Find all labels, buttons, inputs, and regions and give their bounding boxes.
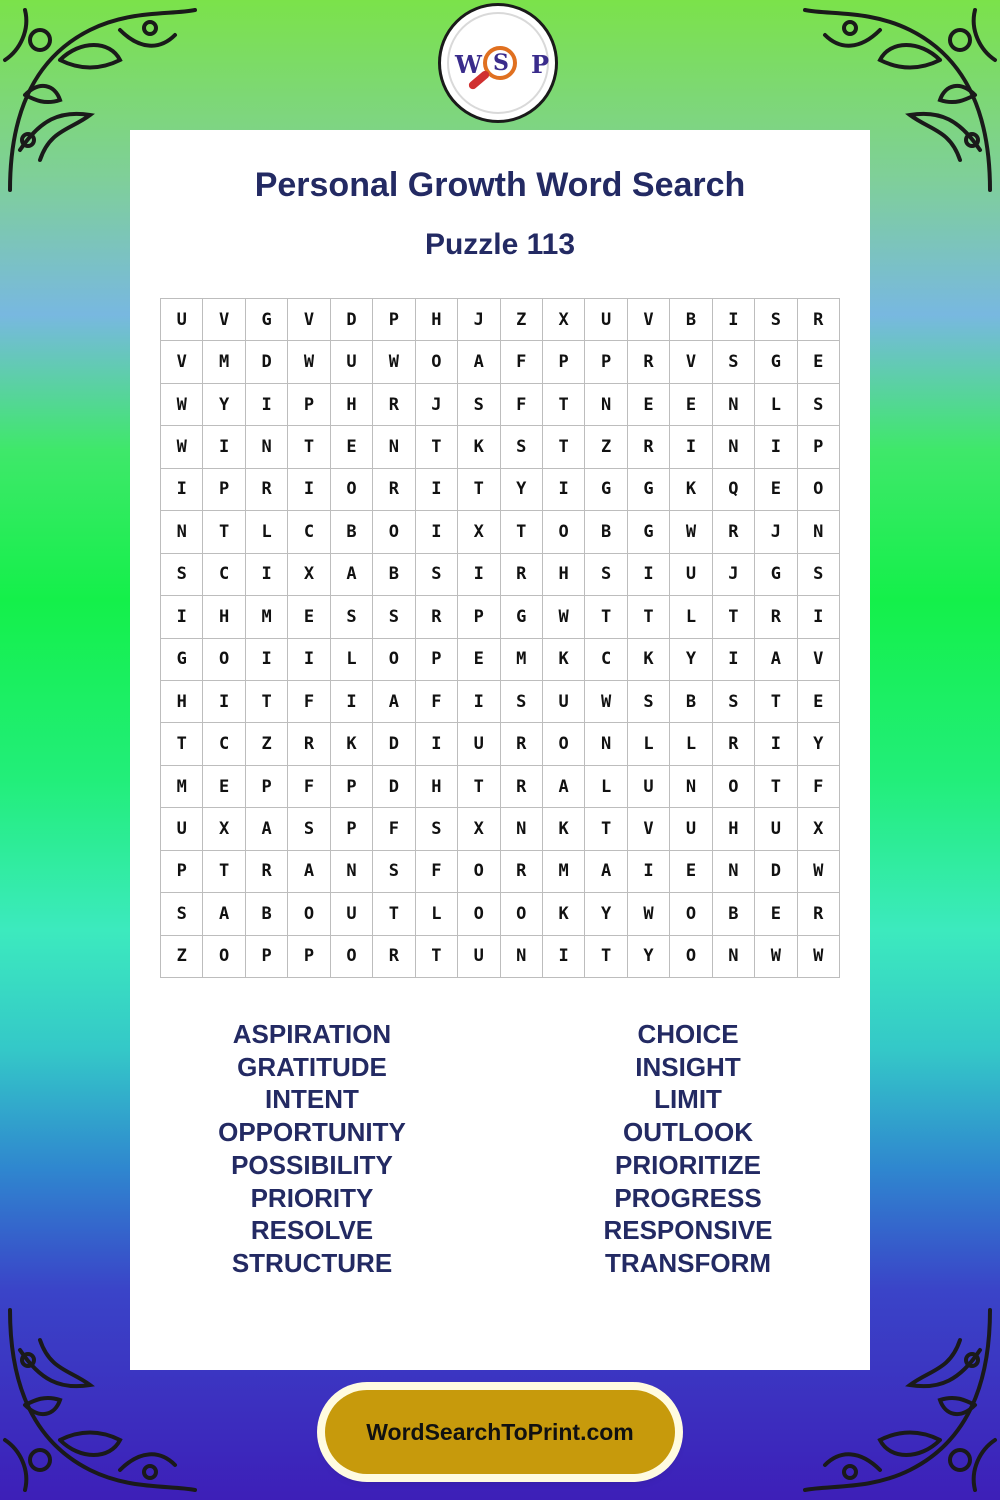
grid-cell[interactable]: N	[331, 851, 373, 893]
grid-cell[interactable]: S	[373, 851, 415, 893]
grid-cell[interactable]: D	[246, 341, 288, 383]
logo-letter-w: W	[455, 50, 482, 79]
grid-cell[interactable]: R	[713, 723, 755, 765]
word-list-item: TRANSFORM	[604, 1247, 772, 1278]
grid-cell[interactable]: P	[288, 384, 330, 426]
grid-cell[interactable]: T	[585, 936, 627, 978]
grid-cell[interactable]: F	[416, 681, 458, 723]
grid-cell[interactable]: S	[416, 554, 458, 596]
website-link-button[interactable]	[325, 1390, 675, 1474]
grid-cell[interactable]: D	[373, 723, 415, 765]
grid-cell[interactable]: F	[373, 808, 415, 850]
grid-cell[interactable]: J	[755, 511, 797, 553]
grid-cell[interactable]: U	[161, 299, 203, 341]
grid-cell[interactable]: N	[501, 808, 543, 850]
grid-cell[interactable]: E	[288, 596, 330, 638]
word-list-right	[538, 1018, 838, 1280]
grid-cell[interactable]: A	[543, 766, 585, 808]
grid-cell[interactable]: K	[543, 893, 585, 935]
grid-cell[interactable]: O	[416, 341, 458, 383]
grid-cell[interactable]: T	[246, 681, 288, 723]
grid-cell[interactable]: G	[628, 469, 670, 511]
grid-cell[interactable]: W	[755, 936, 797, 978]
grid-cell[interactable]: O	[331, 936, 373, 978]
grid-cell[interactable]: S	[373, 596, 415, 638]
word-list-item: PROGRESS	[614, 1182, 762, 1213]
grid-cell[interactable]: S	[755, 299, 797, 341]
grid-cell[interactable]: I	[288, 469, 330, 511]
grid-cell[interactable]: R	[246, 469, 288, 511]
grid-cell[interactable]: M	[161, 766, 203, 808]
grid-cell[interactable]: S	[161, 554, 203, 596]
word-list-item: PRIORITY	[250, 1182, 374, 1213]
word-list-left	[162, 1018, 462, 1280]
grid-cell[interactable]: R	[373, 936, 415, 978]
grid-cell[interactable]: A	[246, 808, 288, 850]
grid-cell[interactable]: L	[755, 384, 797, 426]
grid-cell[interactable]: K	[670, 469, 712, 511]
grid-cell[interactable]: U	[670, 808, 712, 850]
grid-cell[interactable]: K	[628, 639, 670, 681]
grid-cell[interactable]: L	[628, 723, 670, 765]
grid-cell[interactable]: H	[331, 384, 373, 426]
puzzle-number: Puzzle 113	[424, 228, 576, 261]
grid-cell[interactable]: B	[331, 511, 373, 553]
grid-cell[interactable]: P	[798, 426, 840, 468]
grid-cell[interactable]: P	[331, 808, 373, 850]
grid-cell[interactable]: O	[458, 893, 500, 935]
grid-cell[interactable]: B	[670, 681, 712, 723]
grid-cell[interactable]: F	[501, 341, 543, 383]
grid-cell[interactable]: X	[458, 808, 500, 850]
grid-cell[interactable]: I	[416, 469, 458, 511]
grid-cell[interactable]: V	[288, 299, 330, 341]
grid-cell[interactable]: F	[416, 851, 458, 893]
grid-cell[interactable]: R	[373, 384, 415, 426]
word-list-item: LIMIT	[654, 1084, 722, 1115]
grid-cell[interactable]: A	[373, 681, 415, 723]
grid-cell[interactable]: X	[458, 511, 500, 553]
grid-cell[interactable]: T	[161, 723, 203, 765]
grid-cell[interactable]: T	[203, 851, 245, 893]
grid-cell[interactable]: F	[798, 766, 840, 808]
grid-cell[interactable]: O	[288, 893, 330, 935]
grid-cell[interactable]: W	[161, 426, 203, 468]
word-list-item: CHOICE	[637, 1019, 739, 1049]
grid-cell[interactable]: W	[161, 384, 203, 426]
logo-letter-p: P	[531, 50, 550, 79]
grid-cell[interactable]: I	[246, 384, 288, 426]
grid-cell[interactable]: L	[670, 596, 712, 638]
grid-cell[interactable]: I	[246, 554, 288, 596]
grid-cell[interactable]: N	[373, 426, 415, 468]
grid-cell[interactable]: T	[416, 936, 458, 978]
grid-cell[interactable]: U	[543, 681, 585, 723]
grid-cell[interactable]: P	[458, 596, 500, 638]
grid-cell[interactable]: P	[161, 851, 203, 893]
grid-cell[interactable]: O	[203, 639, 245, 681]
grid-cell[interactable]: B	[713, 893, 755, 935]
grid-cell[interactable]: P	[373, 299, 415, 341]
grid-cell[interactable]: P	[416, 639, 458, 681]
grid-cell[interactable]: E	[670, 851, 712, 893]
grid-cell[interactable]: R	[501, 851, 543, 893]
grid-cell[interactable]: A	[458, 341, 500, 383]
grid-cell[interactable]: G	[628, 511, 670, 553]
grid-cell[interactable]: U	[458, 936, 500, 978]
grid-cell[interactable]: U	[755, 808, 797, 850]
grid-cell[interactable]: H	[543, 554, 585, 596]
grid-cell[interactable]: L	[416, 893, 458, 935]
grid-cell[interactable]: O	[670, 893, 712, 935]
grid-cell[interactable]: T	[585, 596, 627, 638]
grid-cell[interactable]: X	[798, 808, 840, 850]
grid-cell[interactable]: I	[458, 554, 500, 596]
grid-cell[interactable]: R	[628, 341, 670, 383]
grid-cell[interactable]: H	[416, 766, 458, 808]
grid-cell[interactable]: U	[331, 893, 373, 935]
grid-cell[interactable]: S	[501, 681, 543, 723]
grid-cell[interactable]: E	[628, 384, 670, 426]
grid-cell[interactable]: I	[416, 723, 458, 765]
grid-cell[interactable]: T	[203, 511, 245, 553]
grid-cell[interactable]: U	[331, 341, 373, 383]
grid-cell[interactable]: M	[543, 851, 585, 893]
grid-cell[interactable]: O	[670, 936, 712, 978]
grid-cell[interactable]: B	[585, 511, 627, 553]
word-list-item: RESOLVE	[250, 1215, 374, 1246]
grid-cell[interactable]: V	[628, 299, 670, 341]
grid-cell[interactable]: T	[755, 766, 797, 808]
website-link-label: WordSearchToPrint.com	[366, 1418, 634, 1445]
grid-cell[interactable]: R	[501, 723, 543, 765]
grid-cell[interactable]: P	[331, 766, 373, 808]
grid-cell[interactable]: I	[670, 426, 712, 468]
grid-cell[interactable]: T	[713, 596, 755, 638]
grid-cell[interactable]: U	[458, 723, 500, 765]
grid-cell[interactable]: U	[670, 554, 712, 596]
grid-cell[interactable]: W	[288, 341, 330, 383]
grid-cell[interactable]: G	[755, 554, 797, 596]
grid-cell[interactable]: C	[203, 554, 245, 596]
grid-cell[interactable]: T	[543, 384, 585, 426]
grid-cell[interactable]: N	[585, 384, 627, 426]
grid-cell[interactable]: Y	[585, 893, 627, 935]
grid-cell[interactable]: Y	[203, 384, 245, 426]
grid-cell[interactable]: I	[543, 936, 585, 978]
grid-cell[interactable]: E	[458, 639, 500, 681]
grid-cell[interactable]: I	[713, 639, 755, 681]
grid-cell[interactable]: I	[628, 554, 670, 596]
grid-cell[interactable]: R	[373, 469, 415, 511]
grid-cell[interactable]: V	[628, 808, 670, 850]
grid-cell[interactable]: I	[161, 469, 203, 511]
grid-cell[interactable]: R	[288, 723, 330, 765]
grid-cell[interactable]: R	[755, 596, 797, 638]
grid-cell[interactable]: U	[585, 299, 627, 341]
grid-cell[interactable]: Y	[628, 936, 670, 978]
grid-cell[interactable]: I	[416, 511, 458, 553]
grid-cell[interactable]: K	[331, 723, 373, 765]
grid-cell[interactable]: R	[713, 511, 755, 553]
grid-cell[interactable]: I	[246, 639, 288, 681]
puzzle-sheet	[130, 130, 870, 1370]
grid-cell[interactable]: J	[713, 554, 755, 596]
grid-cell[interactable]: M	[203, 341, 245, 383]
grid-cell[interactable]: E	[755, 469, 797, 511]
grid-cell[interactable]: G	[161, 639, 203, 681]
logo-letter-s: S	[493, 50, 509, 76]
grid-cell[interactable]: N	[713, 936, 755, 978]
grid-cell[interactable]: N	[246, 426, 288, 468]
word-list-item: INSIGHT	[635, 1051, 741, 1082]
grid-cell[interactable]: N	[713, 851, 755, 893]
grid-cell[interactable]: Y	[670, 639, 712, 681]
grid-cell[interactable]: S	[798, 554, 840, 596]
grid-cell[interactable]: L	[246, 511, 288, 553]
grid-cell[interactable]: P	[246, 936, 288, 978]
grid-cell[interactable]: C	[585, 639, 627, 681]
word-list-item: PRIORITIZE	[615, 1149, 761, 1180]
grid-cell[interactable]: T	[543, 426, 585, 468]
grid-cell[interactable]: U	[628, 766, 670, 808]
grid-cell[interactable]: W	[543, 596, 585, 638]
grid-cell[interactable]: W	[585, 681, 627, 723]
grid-cell[interactable]: R	[501, 766, 543, 808]
grid-cell[interactable]: O	[458, 851, 500, 893]
word-list-item: RESPONSIVE	[603, 1215, 773, 1246]
grid-cell[interactable]: R	[628, 426, 670, 468]
word-list-item: POSSIBILITY	[231, 1149, 393, 1180]
grid-cell[interactable]: E	[755, 893, 797, 935]
grid-cell[interactable]: Y	[501, 469, 543, 511]
grid-cell[interactable]: I	[288, 639, 330, 681]
word-list-item: ASPIRATION	[232, 1019, 392, 1049]
grid-cell[interactable]: H	[713, 808, 755, 850]
grid-cell[interactable]: A	[203, 893, 245, 935]
grid-cell[interactable]: I	[331, 681, 373, 723]
grid-cell[interactable]: O	[543, 511, 585, 553]
grid-cell[interactable]: N	[798, 511, 840, 553]
grid-cell[interactable]: I	[713, 299, 755, 341]
grid-cell[interactable]: R	[501, 554, 543, 596]
grid-cell[interactable]: N	[585, 723, 627, 765]
grid-cell[interactable]: T	[628, 596, 670, 638]
grid-cell[interactable]: E	[331, 426, 373, 468]
grid-cell[interactable]: O	[331, 469, 373, 511]
word-list-item: OUTLOOK	[623, 1117, 753, 1148]
grid-cell[interactable]: V	[203, 299, 245, 341]
grid-cell[interactable]: A	[331, 554, 373, 596]
grid-cell[interactable]: H	[203, 596, 245, 638]
grid-cell[interactable]: L	[331, 639, 373, 681]
letter-grid	[160, 298, 840, 978]
grid-cell[interactable]: E	[670, 384, 712, 426]
grid-cell[interactable]: E	[798, 681, 840, 723]
word-list-item: INTENT	[265, 1084, 359, 1115]
grid-cell[interactable]: R	[246, 851, 288, 893]
grid-cell[interactable]: F	[501, 384, 543, 426]
grid-cell[interactable]: V	[161, 341, 203, 383]
grid-cell[interactable]: K	[458, 426, 500, 468]
grid-cell[interactable]: S	[713, 681, 755, 723]
grid-cell[interactable]: V	[670, 341, 712, 383]
grid-cell[interactable]: S	[628, 681, 670, 723]
grid-cell[interactable]: H	[161, 681, 203, 723]
grid-cell[interactable]: F	[288, 681, 330, 723]
grid-cell[interactable]: S	[416, 808, 458, 850]
grid-cell[interactable]: O	[713, 766, 755, 808]
grid-cell[interactable]: O	[798, 469, 840, 511]
grid-cell[interactable]: N	[670, 766, 712, 808]
grid-cell[interactable]: G	[501, 596, 543, 638]
grid-cell[interactable]: M	[246, 596, 288, 638]
grid-cell[interactable]: I	[458, 681, 500, 723]
grid-cell[interactable]: D	[755, 851, 797, 893]
grid-cell[interactable]: Z	[501, 299, 543, 341]
word-list-item: GRATITUDE	[237, 1051, 387, 1082]
grid-cell[interactable]: R	[416, 596, 458, 638]
grid-cell[interactable]: D	[373, 766, 415, 808]
grid-cell[interactable]: T	[416, 426, 458, 468]
grid-cell[interactable]: I	[203, 681, 245, 723]
grid-cell[interactable]: X	[543, 299, 585, 341]
grid-cell[interactable]: S	[713, 341, 755, 383]
grid-cell[interactable]: A	[585, 851, 627, 893]
grid-cell[interactable]: I	[755, 723, 797, 765]
grid-cell[interactable]: I	[628, 851, 670, 893]
grid-cell[interactable]: P	[543, 341, 585, 383]
grid-cell[interactable]: L	[585, 766, 627, 808]
grid-cell[interactable]: Z	[246, 723, 288, 765]
grid-cell[interactable]: V	[798, 639, 840, 681]
grid-cell[interactable]: S	[161, 893, 203, 935]
grid-cell[interactable]: P	[585, 341, 627, 383]
grid-cell[interactable]: J	[416, 384, 458, 426]
grid-cell[interactable]: I	[755, 426, 797, 468]
grid-cell[interactable]: B	[373, 554, 415, 596]
word-list-item: STRUCTURE	[231, 1247, 393, 1278]
grid-cell[interactable]: W	[798, 936, 840, 978]
grid-cell[interactable]: N	[713, 426, 755, 468]
grid-cell[interactable]: X	[203, 808, 245, 850]
grid-cell[interactable]: O	[501, 893, 543, 935]
grid-cell[interactable]: S	[331, 596, 373, 638]
grid-cell[interactable]: S	[798, 384, 840, 426]
grid-cell[interactable]: Q	[713, 469, 755, 511]
grid-cell[interactable]: W	[798, 851, 840, 893]
grid-cell[interactable]: P	[246, 766, 288, 808]
grid-cell[interactable]: T	[288, 426, 330, 468]
grid-cell[interactable]: S	[501, 426, 543, 468]
grid-cell[interactable]: X	[288, 554, 330, 596]
grid-cell[interactable]: E	[798, 341, 840, 383]
grid-cell[interactable]: P	[288, 936, 330, 978]
grid-cell[interactable]: W	[670, 511, 712, 553]
grid-cell[interactable]: Z	[161, 936, 203, 978]
grid-cell[interactable]: N	[501, 936, 543, 978]
grid-cell[interactable]: I	[203, 426, 245, 468]
site-logo[interactable]	[438, 3, 558, 123]
grid-cell[interactable]: T	[755, 681, 797, 723]
grid-cell[interactable]: I	[798, 596, 840, 638]
grid-cell[interactable]: K	[543, 808, 585, 850]
grid-cell[interactable]: L	[670, 723, 712, 765]
grid-cell[interactable]: K	[543, 639, 585, 681]
grid-cell[interactable]: C	[203, 723, 245, 765]
grid-cell[interactable]: T	[501, 511, 543, 553]
grid-cell[interactable]: D	[331, 299, 373, 341]
grid-cell[interactable]: N	[713, 384, 755, 426]
grid-cell[interactable]: B	[670, 299, 712, 341]
grid-cell[interactable]: A	[288, 851, 330, 893]
grid-cell[interactable]: B	[246, 893, 288, 935]
grid-cell[interactable]: C	[288, 511, 330, 553]
grid-cell[interactable]: S	[288, 808, 330, 850]
word-list-item: OPPORTUNITY	[218, 1117, 406, 1148]
grid-cell[interactable]: G	[755, 341, 797, 383]
grid-cell[interactable]: H	[416, 299, 458, 341]
grid-cell[interactable]: Z	[585, 426, 627, 468]
grid-cell[interactable]: O	[373, 639, 415, 681]
grid-cell[interactable]: I	[543, 469, 585, 511]
grid-cell[interactable]: G	[246, 299, 288, 341]
grid-cell[interactable]: T	[373, 893, 415, 935]
grid-cell[interactable]: R	[798, 893, 840, 935]
grid-cell[interactable]: J	[458, 299, 500, 341]
grid-cell[interactable]: M	[501, 639, 543, 681]
grid-cell[interactable]: G	[585, 469, 627, 511]
grid-cell[interactable]: R	[798, 299, 840, 341]
grid-cell[interactable]: S	[458, 384, 500, 426]
page-title: Personal Growth Word Search	[254, 166, 746, 204]
grid-cell[interactable]: O	[203, 936, 245, 978]
grid-cell[interactable]: P	[203, 469, 245, 511]
grid-cell[interactable]: O	[373, 511, 415, 553]
grid-cell[interactable]: N	[161, 511, 203, 553]
grid-cell[interactable]: T	[458, 766, 500, 808]
grid-cell[interactable]: T	[585, 808, 627, 850]
grid-cell[interactable]: U	[161, 808, 203, 850]
grid-cell[interactable]: Y	[798, 723, 840, 765]
grid-cell[interactable]: W	[628, 893, 670, 935]
grid-cell[interactable]: O	[543, 723, 585, 765]
grid-cell[interactable]: S	[585, 554, 627, 596]
grid-cell[interactable]: A	[755, 639, 797, 681]
grid-cell[interactable]: E	[203, 766, 245, 808]
grid-cell[interactable]: W	[373, 341, 415, 383]
grid-cell[interactable]: F	[288, 766, 330, 808]
grid-cell[interactable]: T	[458, 469, 500, 511]
grid-cell[interactable]: I	[161, 596, 203, 638]
